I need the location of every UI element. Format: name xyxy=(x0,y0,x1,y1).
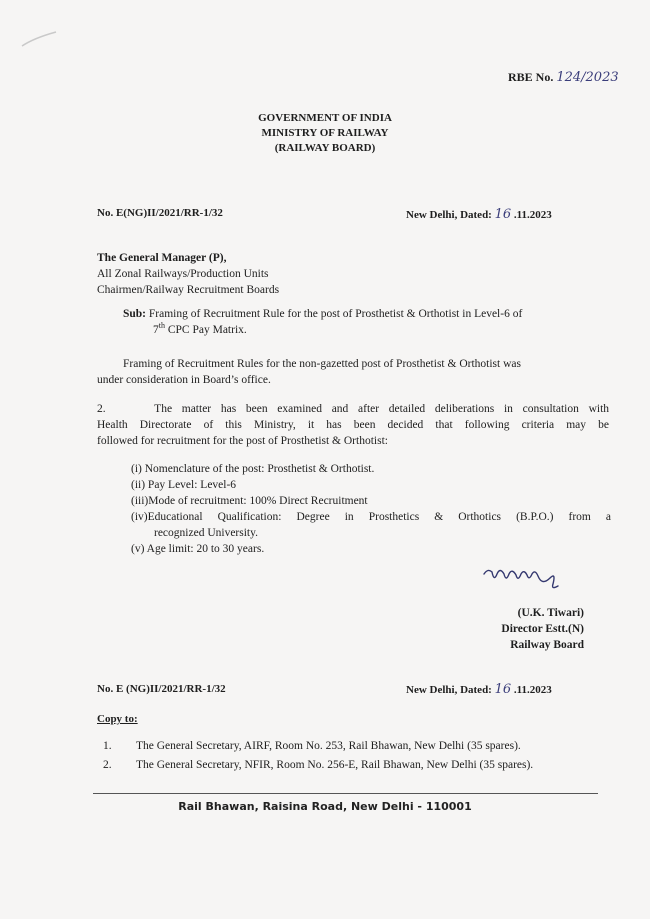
paragraph-2-line3: followed for recruitment for the post of Prosthetist & Orthotist: xyxy=(97,435,388,447)
dated-2-day-handwritten: 16 xyxy=(494,682,512,697)
letterhead xyxy=(0,111,650,156)
paragraph-2-line1: The matter has been examined and after detailed deliberations in consultation with xyxy=(154,403,610,415)
addressee-line1: The General Manager (P), xyxy=(97,252,227,264)
criteria-item-qualification: (iv)Educational Qualification: Degree in Prosthetics & Orthotics (B.P.O.) from a xyxy=(131,511,611,523)
dated-line xyxy=(406,207,552,222)
paragraph-1-line2: under consideration in Board’s office. xyxy=(97,374,271,386)
paragraph-2-number: 2. xyxy=(97,403,106,415)
signatory-name: (U.K. Tiwari) xyxy=(517,607,584,619)
rbe-number-handwritten: 124/2023 xyxy=(556,70,619,85)
signatory-block xyxy=(400,605,584,653)
copy-to-label: Copy to: xyxy=(97,713,138,725)
dated-2-label: New Delhi, Dated: xyxy=(406,684,492,696)
copy-to-item: 2. The General Secretary, NFIR, Room No. 256-E, Rail Bhawan, New Delhi (35 spares). xyxy=(103,759,534,771)
copy-to-list xyxy=(103,737,613,775)
signatory-designation: Director Estt.(N) xyxy=(501,623,584,635)
criteria-item-pay-level: (ii) Pay Level: Level-6 xyxy=(131,479,237,491)
criteria-item-qualification-cont: recognized University. xyxy=(154,527,258,539)
footer-rule xyxy=(93,793,598,794)
paragraph-2-line2: Health Directorate of this Ministry, it has been decided that following criteria may be xyxy=(97,419,609,431)
file-number: No. E(NG)II/2021/RR-1/32 xyxy=(97,207,223,219)
subject-text-1: Framing of Recruitment Rule for the post of Prosthetist & Orthotist in Level-6 of xyxy=(148,308,523,320)
copy-to-item: 1. The General Secretary, AIRF, Room No. 253, Rail Bhawan, New Delhi (35 spares). xyxy=(103,740,521,752)
addressee-line3: Chairmen/Railway Recruitment Boards xyxy=(97,284,280,296)
addressee xyxy=(97,250,279,298)
paragraph-2 xyxy=(97,401,609,449)
rbe-reference xyxy=(508,70,619,85)
paragraph-1 xyxy=(97,356,607,388)
dated-label: New Delhi, Dated: xyxy=(406,209,492,221)
dated-suffix: .11.2023 xyxy=(513,209,552,221)
subject xyxy=(123,306,613,338)
footer-address: Rail Bhawan, Raisina Road, New Delhi - 110001 xyxy=(178,800,472,813)
criteria-item-age-limit: (v) Age limit: 20 to 30 years. xyxy=(131,543,265,555)
header-government: GOVERNMENT OF INDIA xyxy=(258,112,392,124)
corner-smudge xyxy=(20,28,60,50)
signature-handwritten xyxy=(480,560,565,596)
dated-line-2 xyxy=(406,682,552,697)
criteria-item-mode: (iii)Mode of recruitment: 100% Direct Recruitment xyxy=(131,495,368,507)
criteria-item-nomenclature: (i) Nomenclature of the post: Prosthetist & Orthotist. xyxy=(131,463,375,475)
paragraph-1-line1: Framing of Recruitment Rules for the non-gazetted post of Prosthetist & Orthotist was xyxy=(123,358,521,370)
header-board: (RAILWAY BOARD) xyxy=(274,142,376,154)
criteria-list xyxy=(131,461,611,557)
header-ministry: MINISTRY OF RAILWAY xyxy=(261,127,389,139)
file-number-2: No. E (NG)II/2021/RR-1/32 xyxy=(97,683,226,695)
subject-label: Sub: xyxy=(123,308,147,320)
dated-2-suffix: .11.2023 xyxy=(513,684,552,696)
rbe-label: RBE No. xyxy=(508,70,554,84)
signatory-office: Railway Board xyxy=(510,639,584,651)
dated-day-handwritten: 16 xyxy=(494,207,512,222)
subject-line-2: 7th CPC Pay Matrix. xyxy=(153,321,247,336)
addressee-line2: All Zonal Railways/Production Units xyxy=(97,268,269,280)
